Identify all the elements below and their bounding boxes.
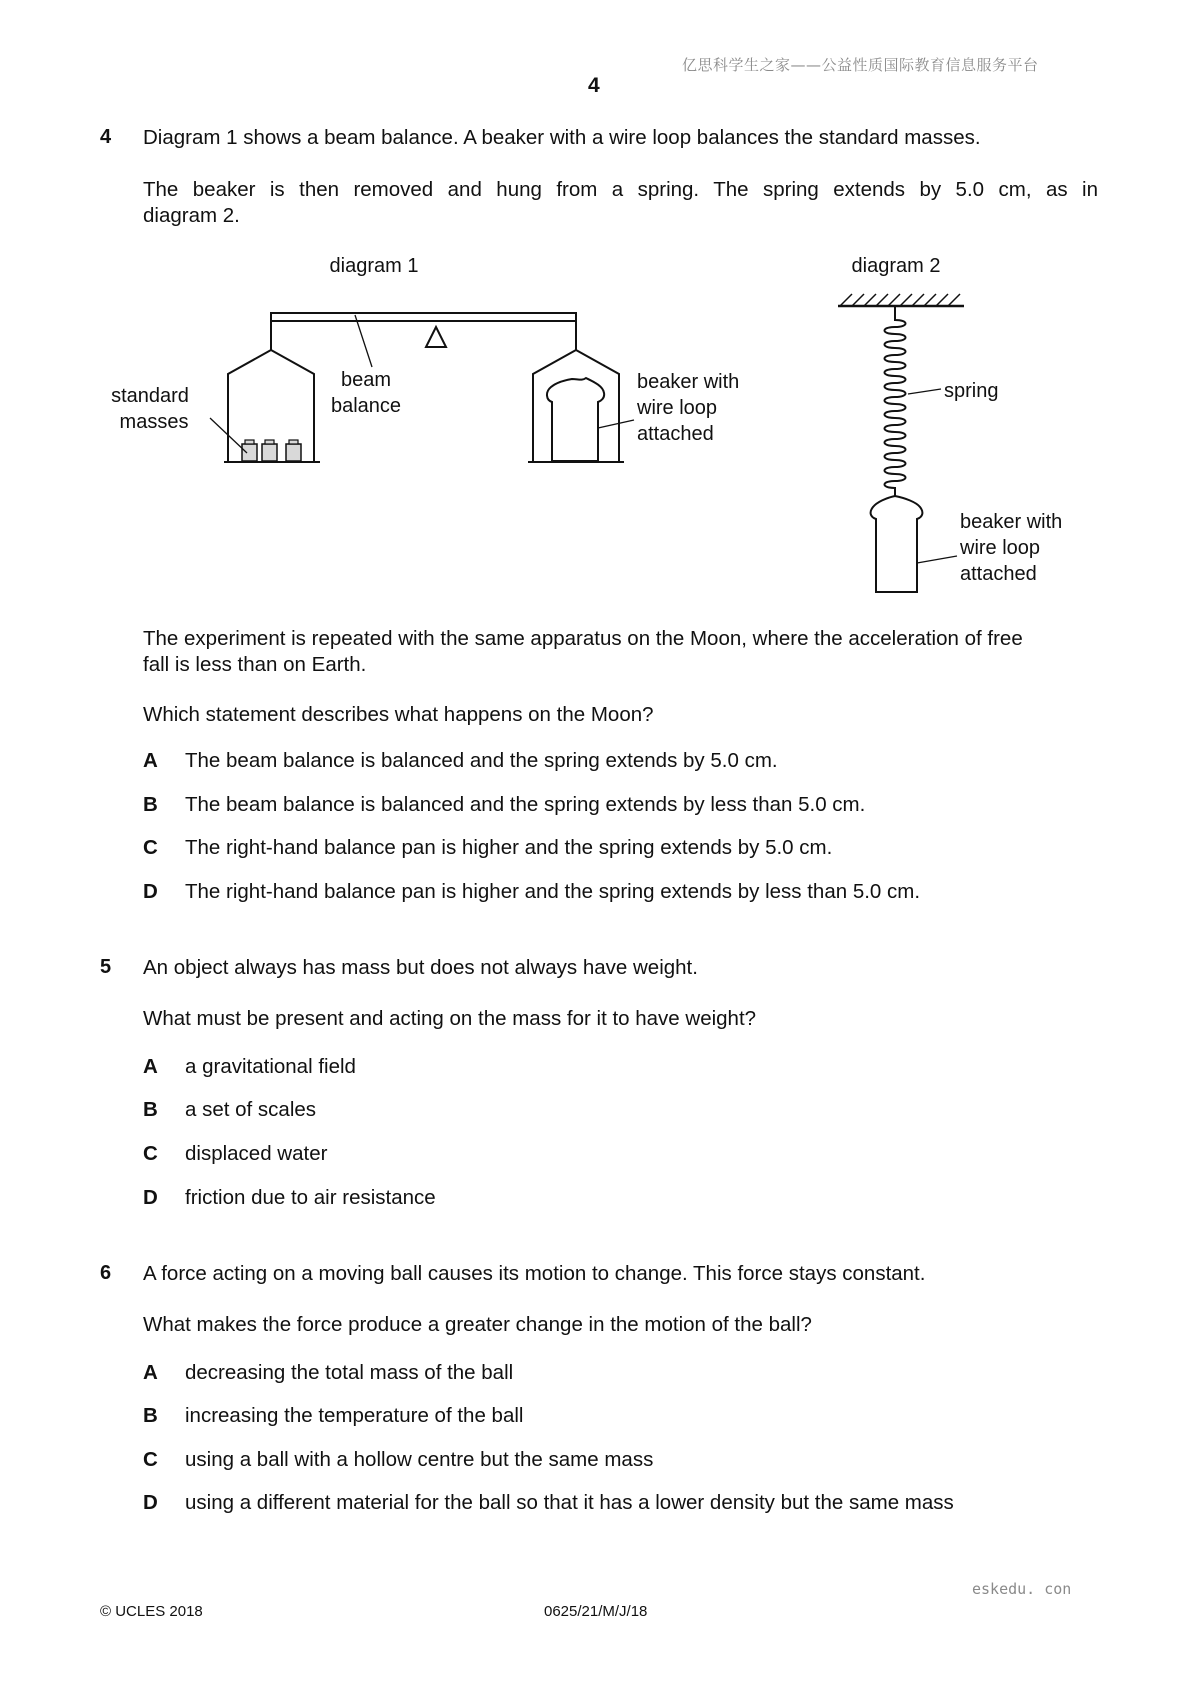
svg-text:attached: attached [637,423,714,445]
svg-text:beam: beam [340,369,392,391]
svg-text:standard: standard [111,385,189,407]
q6-option-d-text: using a different material for the ball so that it has a lower density but the same mass [185,1491,954,1514]
question-6-line-1: A force acting on a moving ball causes its motion to change. This force stays constant. [143,1262,926,1285]
svg-text:beaker with: beaker with [637,371,740,393]
q5-option-c-text: displaced water [185,1142,328,1165]
beam-balance-spring-diagram [100,240,1100,600]
diagram-2-title: diagram 2 [851,255,941,277]
q4-option-a-text: The beam balance is balanced and the spring extends by 5.0 cm. [185,749,778,772]
q4-option-d-letter: D [143,880,158,903]
question-4-line-3b: fall is less than on Earth. [143,653,367,676]
q6-option-a-text: decreasing the total mass of the ball [185,1361,514,1384]
question-4-line-3a: The experiment is repeated with the same apparatus on the Moon, where the acceleration of free [143,627,1023,650]
q6-option-c-text: using a ball with a hollow centre but the same mass [185,1448,654,1471]
svg-text:wire loop: wire loop [960,537,1041,559]
beam [271,313,576,321]
question-5-number: 5 [100,956,112,978]
svg-text:attached: attached [960,563,1037,585]
svg-text:spring: spring [944,380,999,402]
beaker-on-balance [547,378,604,461]
q5-option-b-text: a set of scales [185,1098,317,1121]
question-6-question: What makes the force produce a greater change in the motion of the ball? [143,1313,812,1336]
q4-option-a-letter: A [143,749,158,772]
q6-option-d-letter: D [143,1491,158,1514]
page-number: 4 [588,74,600,97]
q5-option-d-letter: D [143,1186,158,1209]
question-4-line-2b: diagram 2. [143,204,240,227]
q4-option-d-text: The right-hand balance pan is higher and the spring extends by less than 5.0 cm. [185,880,921,903]
footer-site-watermark: eskedu. con [972,1580,1072,1598]
footer-paper-code: 0625/21/M/J/18 [544,1603,648,1620]
q5-option-c-letter: C [143,1142,158,1165]
question-6-number: 6 [100,1262,112,1284]
q6-option-a-letter: A [143,1361,158,1384]
standard-masses [242,440,301,461]
q6-option-c-letter: C [143,1448,158,1471]
footer-copyright: © UCLES 2018 [100,1603,203,1620]
svg-text:masses: masses [119,411,189,433]
question-4-question: Which statement describes what happens on the Moon? [143,703,654,726]
spring [885,306,906,496]
q5-option-d-text: friction due to air resistance [185,1186,436,1209]
q4-option-b-text: The beam balance is balanced and the spring extends by less than 5.0 cm. [185,793,866,816]
q4-option-b-letter: B [143,793,158,816]
q6-option-b-text: increasing the temperature of the ball [185,1404,524,1427]
q5-option-a-text: a gravitational field [185,1055,356,1078]
question-4-number: 4 [100,126,112,148]
q4-option-c-text: The right-hand balance pan is higher and the spring extends by 5.0 cm. [185,836,833,859]
q6-option-b-letter: B [143,1404,158,1427]
question-5-question: What must be present and acting on the mass for it to have weight? [143,1007,757,1030]
hanging-beaker [871,496,923,592]
question-4-line-2a: The beaker is then removed and hung from a spring. The spring extends by 5.0 cm, as in [143,178,1098,201]
question-4-line-1: Diagram 1 shows a beam balance. A beaker with a wire loop balances the standard masses. [143,126,981,149]
header-watermark: 亿思科学生之家——公益性质国际教育信息服务平台 [682,56,1039,74]
svg-text:beaker with: beaker with [960,511,1063,533]
pivot [426,327,446,347]
q5-option-a-letter: A [143,1055,158,1078]
svg-text:balance: balance [330,395,402,417]
q4-option-c-letter: C [143,836,158,859]
svg-text:wire loop: wire loop [637,397,718,419]
q5-option-b-letter: B [143,1098,158,1121]
question-5-line-1: An object always has mass but does not always have weight. [143,956,698,979]
diagram-1-title: diagram 1 [329,255,419,277]
